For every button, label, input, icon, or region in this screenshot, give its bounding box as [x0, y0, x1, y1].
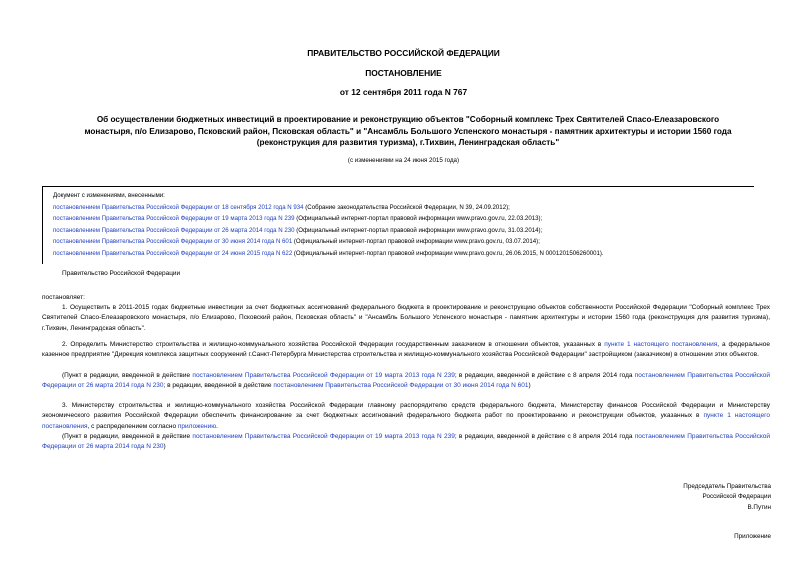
signer-position: Российской Федерации — [702, 493, 771, 501]
changes-intro: Документ с изменениями, внесенными: — [53, 192, 165, 199]
change-item — [53, 202, 754, 214]
amendment-source: (Официальный интернет-портал правовой информации www.pravo.gov.ru, 26.06.2015, N 0001201506260001). — [292, 249, 604, 257]
paragraph-text: 3. Министерству строительства и жилищно-коммунального хозяйства Российской Федерации главному распорядителю средств федерального бюджета, Министерству финансов Российской Федерации и Министерству экономического развития Российской Федерации обеспечить финансирование за счет бюджетных ассигнований федерального бюджета работ по проектированию и реконструкции объектов, указанных в — [42, 402, 770, 420]
revision-note: (с изменениями на 24 июня 2015 года) — [347, 157, 460, 164]
change-item — [53, 225, 754, 237]
paragraph-text: , с распределением согласно — [87, 422, 178, 430]
signer-name: В.Путин — [747, 503, 771, 511]
amendment-source: (Официальный интернет-портал правовой информации www.pravo.gov.ru, 03.07.2014); — [292, 238, 540, 246]
amendment-link[interactable]: постановлением Правительства Российской Федерации от 18 сентября 2012 года N 934 — [53, 203, 304, 211]
note-text: ; в редакции, введенной в действие — [163, 382, 274, 390]
doc-date-number: от 12 сентября 2011 года N 767 — [339, 87, 468, 97]
amendment-link[interactable]: постановлением Правительства Российской Федерации от 30 июня 2014 года N 601 — [273, 382, 529, 390]
note-text: ) — [528, 382, 531, 390]
changes-box — [42, 186, 754, 264]
signer-position: Председатель Правительства — [683, 483, 771, 490]
paragraph-1: 1. Осуществить в 2011-2015 годах бюджетные инвестиции за счет бюджетных ассигнований федерального бюджета в проектирование и реконструкцию объектов собственности Российской Федерации "Соборный комплекс Трех Святителей Спасо-Елеазаровского монастыря, п/о Елизарово, Псковский район, Псковская область" и "Ансамбль Большого Успенского монастыря - памятник архитектуры и истории 1560 года (реконструкция для развития туризма), г.Тихвин, Ленинградская область". — [42, 304, 770, 332]
note-text: (Пункт в редакции, введенной в действие — [62, 372, 193, 379]
doc-title-line: (реконструкция для развития туризма), г.Тихвин, Ленинградская область" — [256, 138, 560, 147]
point-1-link[interactable]: пункте 1 настоящего постановления — [42, 412, 770, 430]
signature-block — [683, 482, 771, 513]
amendment-link[interactable]: постановлением Правительства Российской Федерации от 26 марта 2014 года N 230 — [53, 226, 295, 234]
doc-type-heading: ПОСТАНОВЛЕНИЕ — [365, 68, 442, 78]
doc-title-line: Об осуществлении бюджетных инвестиций в проектирование и реконструкцию объектов "Соборный комплекс Трех Святителей Спасо-Елеазаровского — [96, 115, 720, 124]
amendment-link[interactable]: постановлением Правительства Российской Федерации от 19 марта 2013 года N 239 — [53, 215, 295, 223]
point-1-link[interactable]: пункте 1 настоящего постановления — [604, 341, 718, 348]
doc-title-line: монастыря, п/о Елизарово, Псковский район, Псковская область" и "Ансамбль Большого Успенского монастыря - памятник архитектуры и истории 1560 года — [84, 126, 732, 136]
gov-rf-line: Правительство Российской Федерации — [62, 270, 181, 277]
amendment-link[interactable]: постановлением Правительства Российской Федерации от 26 марта 2014 года N 230 — [42, 433, 771, 451]
amendment-source: (Собрание законодательства Российской Федерации, N 39, 24.09.2012); — [303, 203, 510, 211]
decrees-line: постановляет: — [42, 294, 85, 301]
paragraph-3 — [42, 401, 770, 432]
paragraph-text: , а федеральное казенное предприятие "Дирекция комплекса защитных сооружений г.Санкт-Петербурга Министерства строительства и жилищно-коммунального хозяйства Российской Федерации" застройщиком (заказчиком) в отношении этих объектов. — [42, 341, 770, 359]
doc-title — [58, 114, 758, 149]
paragraph-3-note — [42, 432, 770, 453]
paragraph-text: . — [216, 422, 218, 430]
amendment-link[interactable]: постановлением Правительства Российской Федерации от 26 марта 2014 года N 230 — [42, 372, 771, 390]
amendment-source: (Официальный интернет-портал правовой информации www.pravo.gov.ru, 22.03.2013); — [294, 215, 543, 223]
paragraph-2-note — [42, 371, 770, 392]
government-heading: ПРАВИТЕЛЬСТВО РОССИЙСКОЙ ФЕДЕРАЦИИ — [307, 48, 500, 58]
amendment-link[interactable]: постановлением Правительства Российской Федерации от 19 марта 2013 года N 239 — [192, 372, 455, 379]
note-text: ) — [163, 443, 166, 451]
note-text: ; в редакции, введенной в действие с 8 апреля 2014 года — [454, 433, 635, 440]
change-item — [53, 213, 754, 225]
change-item — [53, 248, 754, 260]
appendix-label: Приложение — [734, 533, 771, 540]
amendment-link[interactable]: постановлением Правительства Российской Федерации от 19 марта 2013 года N 239 — [192, 433, 455, 440]
paragraph-text: 2. Определить Министерство строительства и жилищно-коммунального хозяйства Российской Федерации государственным заказчиком в отношении объектов, указанных в — [62, 341, 605, 348]
amendment-link[interactable]: постановлением Правительства Российской Федерации от 30 июня 2014 года N 601 — [53, 238, 293, 246]
change-item — [53, 236, 754, 248]
note-text: (Пункт в редакции, введенной в действие — [62, 433, 193, 440]
paragraph-2 — [42, 340, 770, 361]
note-text: ; в редакции, введенной в действие с 8 апреля 2014 года — [454, 372, 635, 379]
amendment-source: (Официальный интернет-портал правовой информации www.pravo.gov.ru, 31.03.2014); — [294, 226, 543, 234]
amendment-link[interactable]: постановлением Правительства Российской Федерации от 24 июня 2015 года N 622 — [53, 249, 293, 257]
appendix-link[interactable]: приложению — [177, 422, 217, 430]
